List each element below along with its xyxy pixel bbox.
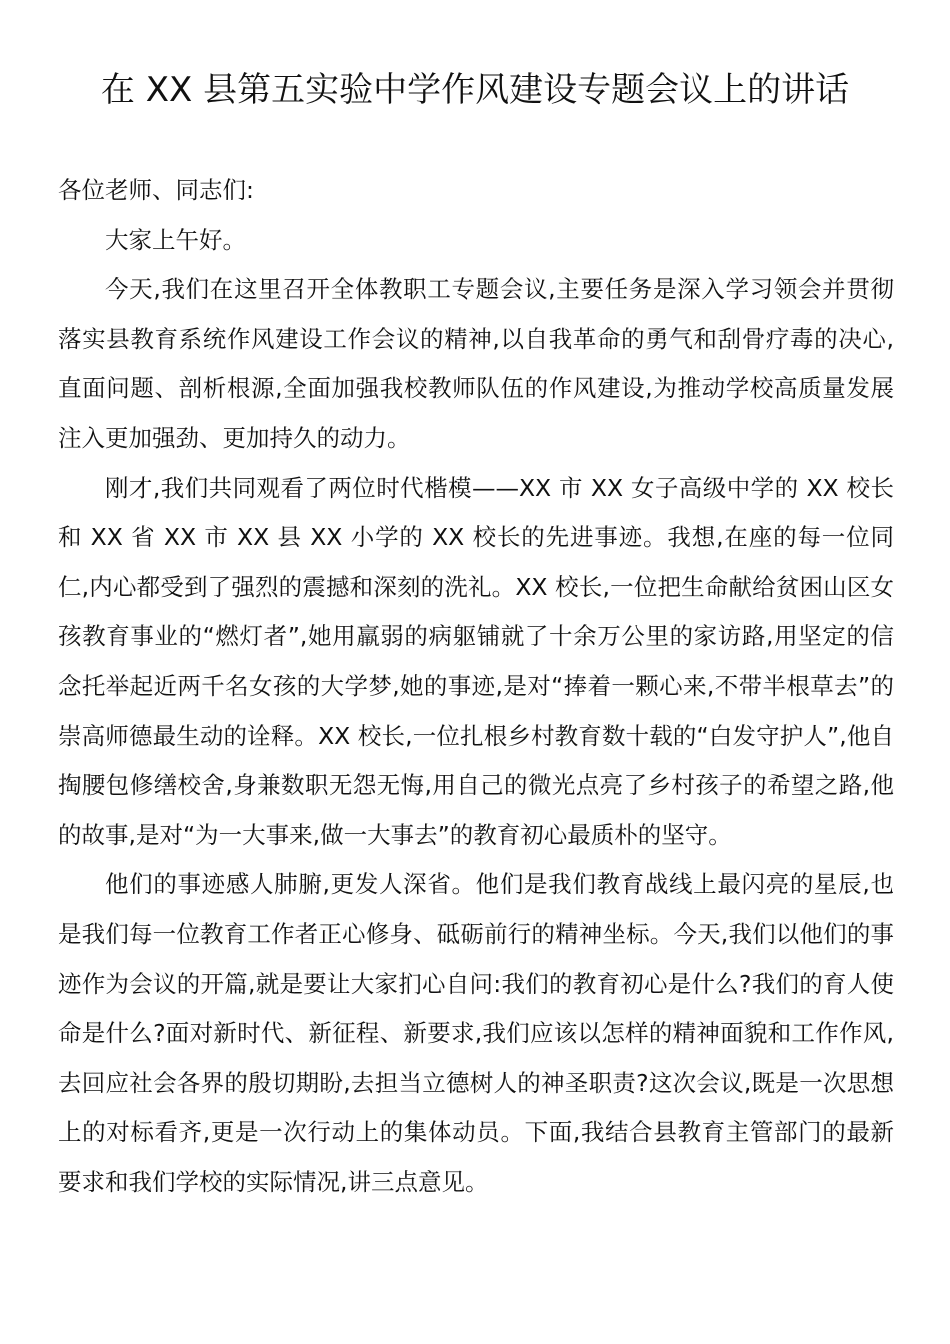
document-body [58,166,894,1207]
salutation: 各位老师、同志们: [58,176,254,204]
paragraph-reflection: 他们的事迹感人肺腑,更发人深省。他们是我们教育战线上最闪亮的星辰,也是我们每一位教育工作者正心修身、砥砺前行的精神坐标。今天,我们以他们的事迹作为会议的开篇,就是要让大家扪心自问:我们的教育初心是什么?我们的育人使命是什么?面对新时代、新征程、新要求,我们应该以怎样的精神面貌和工作作风,去回应社会各界的殷切期盼,去担当立德树人的神圣职责?这次会议,既是一次思想上的对标看齐,更是一次行动上的集体动员。下面,我结合县教育主管部门的最新要求和我们学校的实际情况,讲三点意见。 [58,870,894,1196]
paragraph-meeting-purpose: 今天,我们在这里召开全体教职工专题会议,主要任务是深入学习领会并贯彻落实县教育系统作风建设工作会议的精神,以自我革命的勇气和刮骨疗毒的决心,直面问题、剖析根源,全面加强我校教师队伍的作风建设,为推动学校高质量发展注入更加强劲、更加持久的动力。 [58,275,894,452]
paragraph-greeting: 大家上午好。 [105,225,246,254]
paragraph-role-models: 刚才,我们共同观看了两位时代楷模——XX 市 XX 女子高级中学的 XX 校长和 XX 省 XX 市 XX 县 XX 小学的 XX 校长的先进事迹。我想,在座的每一位同仁,内心都受到了强烈的震撼和深刻的洗礼。XX 校长,一位把生命献给贫困山区女孩教育事业的“燃灯者”,她用羸弱的病躯铺就了十余万公里的家访路,用坚定的信念托举起近两千名女孩的大学梦,她的事迹,是对“捧着一颗心来,不带半根草去”的崇高师德最生动的诠释。XX 校长,一位扎根乡村教育数十载的“白发守护人”,他自掏腰包修缮校舍,身兼数职无怨无悔,用自己的微光点亮了乡村孩子的希望之路,他的故事,是对“为一大事来,做一大事去”的教育初心最质朴的坚守。 [58,473,894,849]
document-title: 在 XX 县第五实验中学作风建设专题会议上的讲话 [100,70,850,110]
